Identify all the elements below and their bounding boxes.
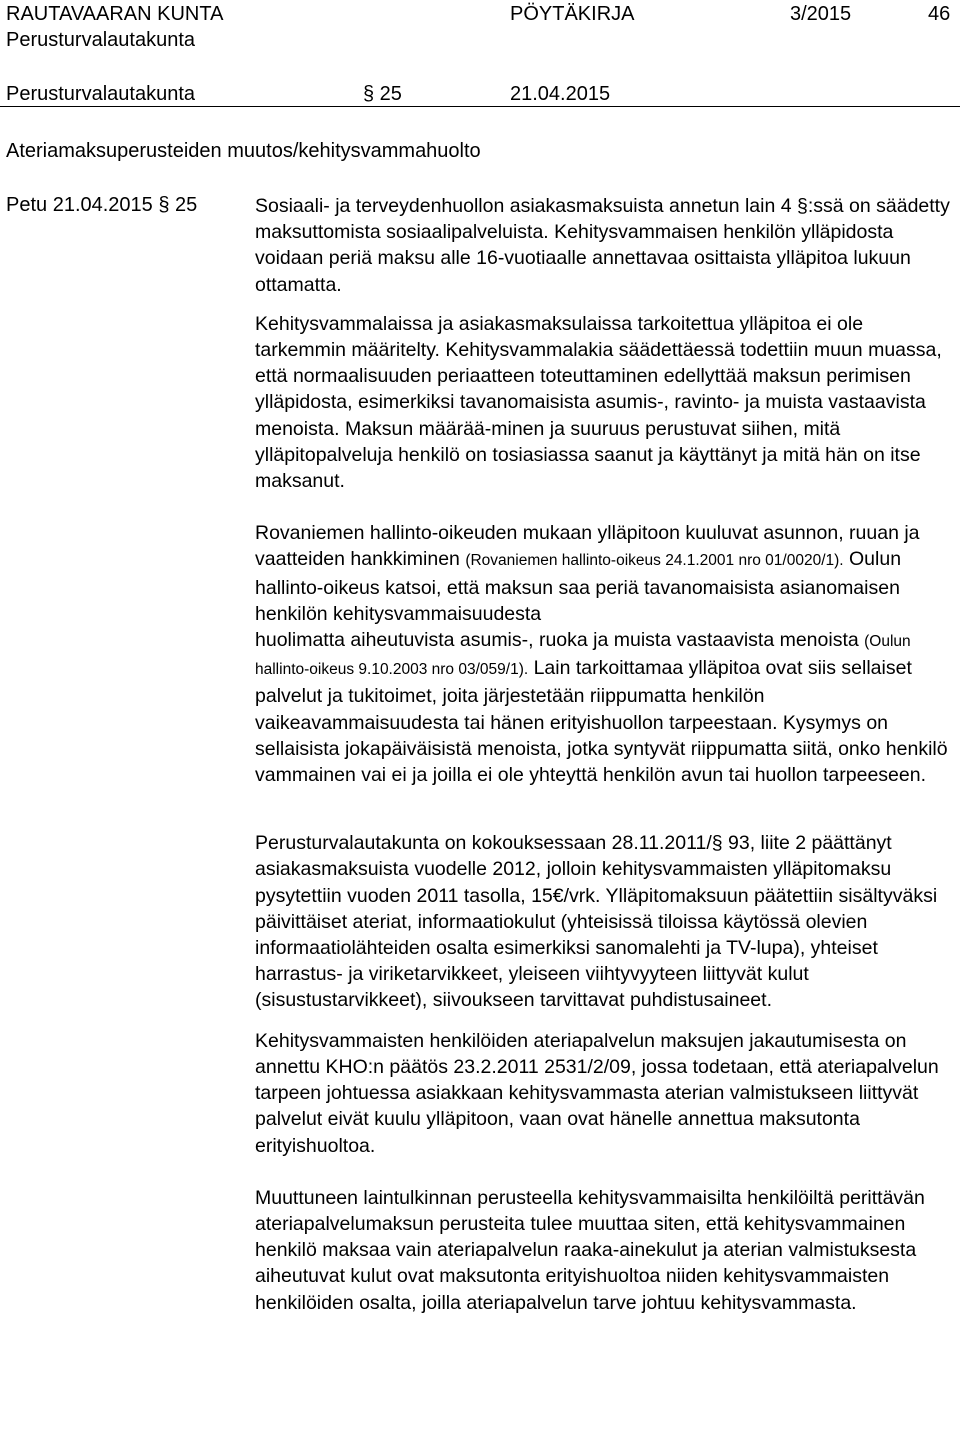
paragraph-3-text-c: Oulun hallinto-oikeus katsoi, että maksun saa periä tavanomaisista asianomaisen henkilön kehitysvammaisuudesta (255, 548, 902, 625)
document-type: PÖYTÄKIRJA (510, 3, 635, 25)
paragraph-3-text-d: huolimatta aiheutuvista asumis-, ruoka ja muista vastaavista menoista (255, 629, 865, 652)
document-number: 3/2015 (790, 3, 852, 25)
body-text (255, 193, 955, 1316)
paragraph-3 (255, 520, 955, 788)
board-name: Perusturvalautakunta (6, 29, 196, 51)
municipality-name: RAUTAVAARAN KUNTA (6, 3, 224, 25)
meeting-board: Perusturvalautakunta (6, 83, 196, 105)
paragraph-6: Muuttuneen laintulkinnan perusteella kehitysvammaisilta henkilöiltä perittävän ateriapalvelumaksun perusteita tulee muuttaa siten, että kehitysvammainen henkilö maksaa vain ateriapalvelun raaka-ainekulut ja aterian valmistuksesta aiheutuvat kulut ovat maksutonta erityishuoltoa niiden kehitysvammaisten henkilöiden osalta, joilla ateriapalvelun tarve johtuu kehitysvammasta. (255, 1186, 925, 1314)
page-number: 46 (928, 3, 951, 25)
case-reference: Petu 21.04.2015 § 25 (6, 194, 198, 216)
paragraph-3-text-a: Rovaniemen hallinto-oikeuden mukaan ylläpitoon kuuluvat asunnon, ruuan ja vaatteiden hankkiminen (255, 522, 920, 571)
meeting-section: § 25 (363, 83, 402, 105)
court-citation-oulu: (Oulun hallinto-oikeus 9.10.2003 nro 03/059/1). (255, 633, 911, 679)
meeting-date: 21.04.2015 (510, 83, 611, 105)
paragraph-3-text-f: Lain tarkoittamaa ylläpitoa ovat siis sellaiset palvelut ja tukitoimet, joita järjestetään riippumatta henkilön vaikeavammaisuudesta tai hänen erityishuollon tarpeestaan. Kysymys on sellaisista jokapäiväisistä menoista, jotka syntyvät riippumatta siitä, onko henkilö vammainen vai ei ja joilla ei ole yhteyttä henkilön avun tai huollon tarpeeseen. (255, 657, 948, 787)
paragraph-5: Kehitysvammaisten henkilöiden ateriapalvelun maksujen jakautumisesta on annettu KHO:n päätös 23.2.2011 2531/2/09, jossa todetaan, että ateriapalvelun tarpeen johtuessa asiakkaan kehitysvammasta aterian valmistukseen liittyvät palvelut eivät kuulu ylläpitoon, vaan ovat hänelle annettua maksutonta erityishuoltoa. (255, 1029, 939, 1157)
section-topic: Ateriamaksuperusteiden muutos/kehitysvammahuolto (6, 140, 481, 162)
court-citation-rovaniemi: (Rovaniemen hallinto-oikeus 24.1.2001 nro 01/0020/1). (465, 552, 844, 570)
paragraph-1: Sosiaali- ja terveydenhuollon asiakasmaksuista annetun lain 4 §:ssä on säädetty maksuttomista sosiaalipalveluista. Kehitysvammaisen henkilön ylläpidosta voidaan periä maksu alle 16-vuotiaalle annettavaa osittaista ylläpitoa lukuun ottamatta. (255, 195, 950, 296)
paragraph-4: Perusturvalautakunta on kokouksessaan 28.11.2011/§ 93, liite 2 päättänyt asiakasmaksuista vuodelle 2012, jolloin kehitysvammaisten ylläpitomaksu pysytettiin vuoden 2011 tasolla, 15€/vrk. Ylläpitomaksuun päätettiin sisältyväksi päivittäiset ateriat, informaatiokulut (yhteisissä tiloissa käytössä olevien informaatiolähteiden osalta esimerkiksi sanomalehti ja TV-lupa), yhteiset harrastus- ja viriketarvikkeet, yleiseen viihtyvyyteen liittyvät kulut (sisustustarvikkeet), siivoukseen tarvittavat puhdistusaineet. (255, 832, 938, 1012)
header-divider (0, 106, 960, 107)
paragraph-2: Kehitysvammalaissa ja asiakasmaksulaissa tarkoitettua ylläpitoa ei ole tarkemmin määritelty. Kehitysvammalakia säädettäessä todettiin muun muassa, että normaalisuuden periaatteen toteuttaminen edellyttää maksun perimisen ylläpidosta, esimerkiksi tavanomaisista asumis-, ravinto- ja muista vastaavista menoista. Maksun määrää-minen ja suuruus perustuvat siihen, mitä ylläpitopalveluja henkilö on tosiasiassa saanut ja käyttänyt ja mitä hän on itse maksanut. (255, 312, 942, 493)
